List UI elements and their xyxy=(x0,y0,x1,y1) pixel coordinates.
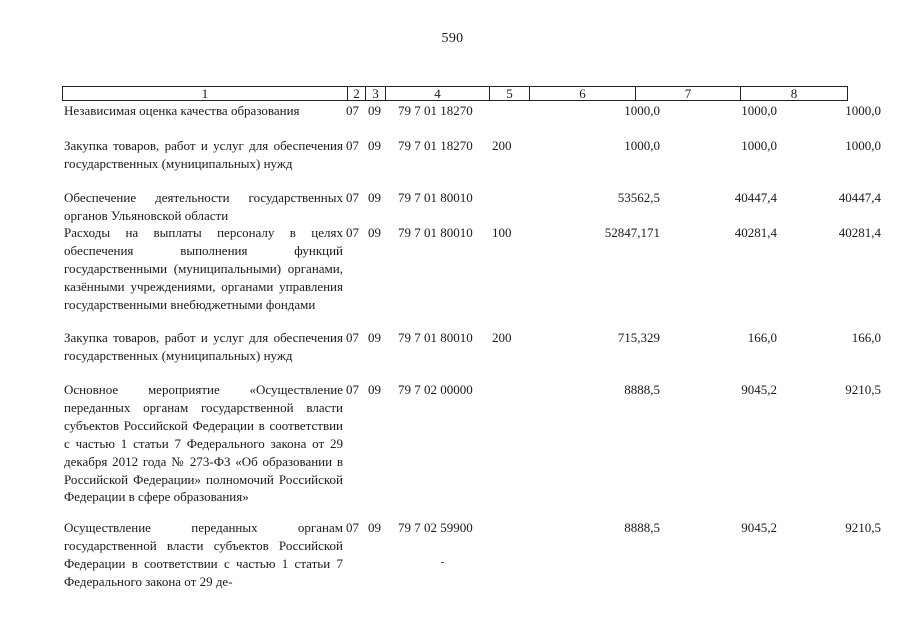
row-csr: 79 7 02 00000 xyxy=(398,382,473,397)
row-name: Расходы на выплаты персоналу в целях обеспечения выполнения функций государственными (муниципальными) органами, казёнными учреждениями, органами управления государственными внебюджетными фондами xyxy=(64,225,343,312)
row-amount-2: 1000,0 xyxy=(741,138,777,153)
row-csr: 79 7 01 18270 xyxy=(398,138,473,153)
row-rz: 07 xyxy=(346,190,359,205)
row-amount-1: 8888,5 xyxy=(624,382,660,397)
row-name: Закупка товаров, работ и услуг для обеспечения государственных (муниципальных) нужд xyxy=(64,330,343,363)
row-csr: 79 7 01 80010 xyxy=(398,225,473,240)
row-amount-3: 1000,0 xyxy=(845,103,881,118)
row-rz: 07 xyxy=(346,382,359,397)
row-name: Основное мероприятие «Осуществление переданных органам государственной власти субъектов Российской Федерации в соответствии с частью 1 статьи 7 Федерального закона от 29 декабря 2012 года № 273-ФЗ «Об образовании в Российской Федерации» полномочий Российской Федерации в сфере образования» xyxy=(64,382,343,505)
row-name: Обеспечение деятельности государственных органов Ульяновской области xyxy=(64,190,343,223)
header-col-3: 3 xyxy=(365,87,385,100)
row-pr: 09 xyxy=(368,520,381,535)
row-csr: 79 7 01 18270 xyxy=(398,103,473,118)
row-amount-2: 1000,0 xyxy=(741,103,777,118)
row-rz: 07 xyxy=(346,225,359,240)
header-col-1: 1 xyxy=(201,86,209,101)
row-csr: 79 7 01 80010 xyxy=(398,330,473,345)
row-pr: 09 xyxy=(368,103,381,118)
row-amount-1: 52847,171 xyxy=(604,225,660,240)
row-rz: 07 xyxy=(346,103,359,118)
row-amount-1: 8888,5 xyxy=(624,520,660,535)
row-name: Закупка товаров, работ и услуг для обеспечения государственных (муниципальных) нужд xyxy=(64,138,343,171)
row-pr: 09 xyxy=(368,225,381,240)
header-col-4: 4 xyxy=(385,87,489,100)
row-vr: 200 xyxy=(492,330,512,345)
row-amount-3: 9210,5 xyxy=(845,382,881,397)
row-amount-1: 53562,5 xyxy=(617,190,660,205)
row-vr: 100 xyxy=(492,225,512,240)
row-amount-1: 1000,0 xyxy=(624,103,660,118)
row-amount-2: 40447,4 xyxy=(734,190,777,205)
header-col-2: 2 xyxy=(347,87,365,100)
row-pr: 09 xyxy=(368,138,381,153)
row-csr: 79 7 01 80010 xyxy=(398,190,473,205)
row-amount-3: 166,0 xyxy=(851,330,881,345)
row-pr: 09 xyxy=(368,190,381,205)
header-col-6: 6 xyxy=(529,87,635,100)
row-amount-2: 40281,4 xyxy=(734,225,777,240)
page-number: 590 xyxy=(441,31,464,46)
row-amount-2: 9045,2 xyxy=(741,520,777,535)
table-header xyxy=(62,86,848,101)
row-amount-2: 9045,2 xyxy=(741,382,777,397)
row-rz: 07 xyxy=(346,520,359,535)
row-pr: 09 xyxy=(368,382,381,397)
row-rz: 07 xyxy=(346,330,359,345)
row-amount-1: 1000,0 xyxy=(624,138,660,153)
row-amount-3: 40281,4 xyxy=(838,225,881,240)
row-amount-3: 1000,0 xyxy=(845,138,881,153)
row-pr: 09 xyxy=(368,330,381,345)
row-csr: 79 7 02 59900 xyxy=(398,520,473,535)
header-col-5: 5 xyxy=(489,87,529,100)
row-amount-2: 166,0 xyxy=(747,330,777,345)
row-name: Независимая оценка качества образования xyxy=(64,103,300,118)
row-name: Осуществление переданных органам государственной власти субъектов Российской Федерации в соответствии с частью 1 статьи 7 Федерального закона от 29 де- xyxy=(64,520,343,589)
row-amount-3: 40447,4 xyxy=(838,190,881,205)
row-amount-1: 715,329 xyxy=(617,330,660,345)
header-col-7: 7 xyxy=(635,87,740,100)
header-col-8: 8 xyxy=(740,87,847,100)
row-vr: 200 xyxy=(492,138,512,153)
row-amount-3: 9210,5 xyxy=(845,520,881,535)
scan-speck xyxy=(441,562,444,563)
row-rz: 07 xyxy=(346,138,359,153)
